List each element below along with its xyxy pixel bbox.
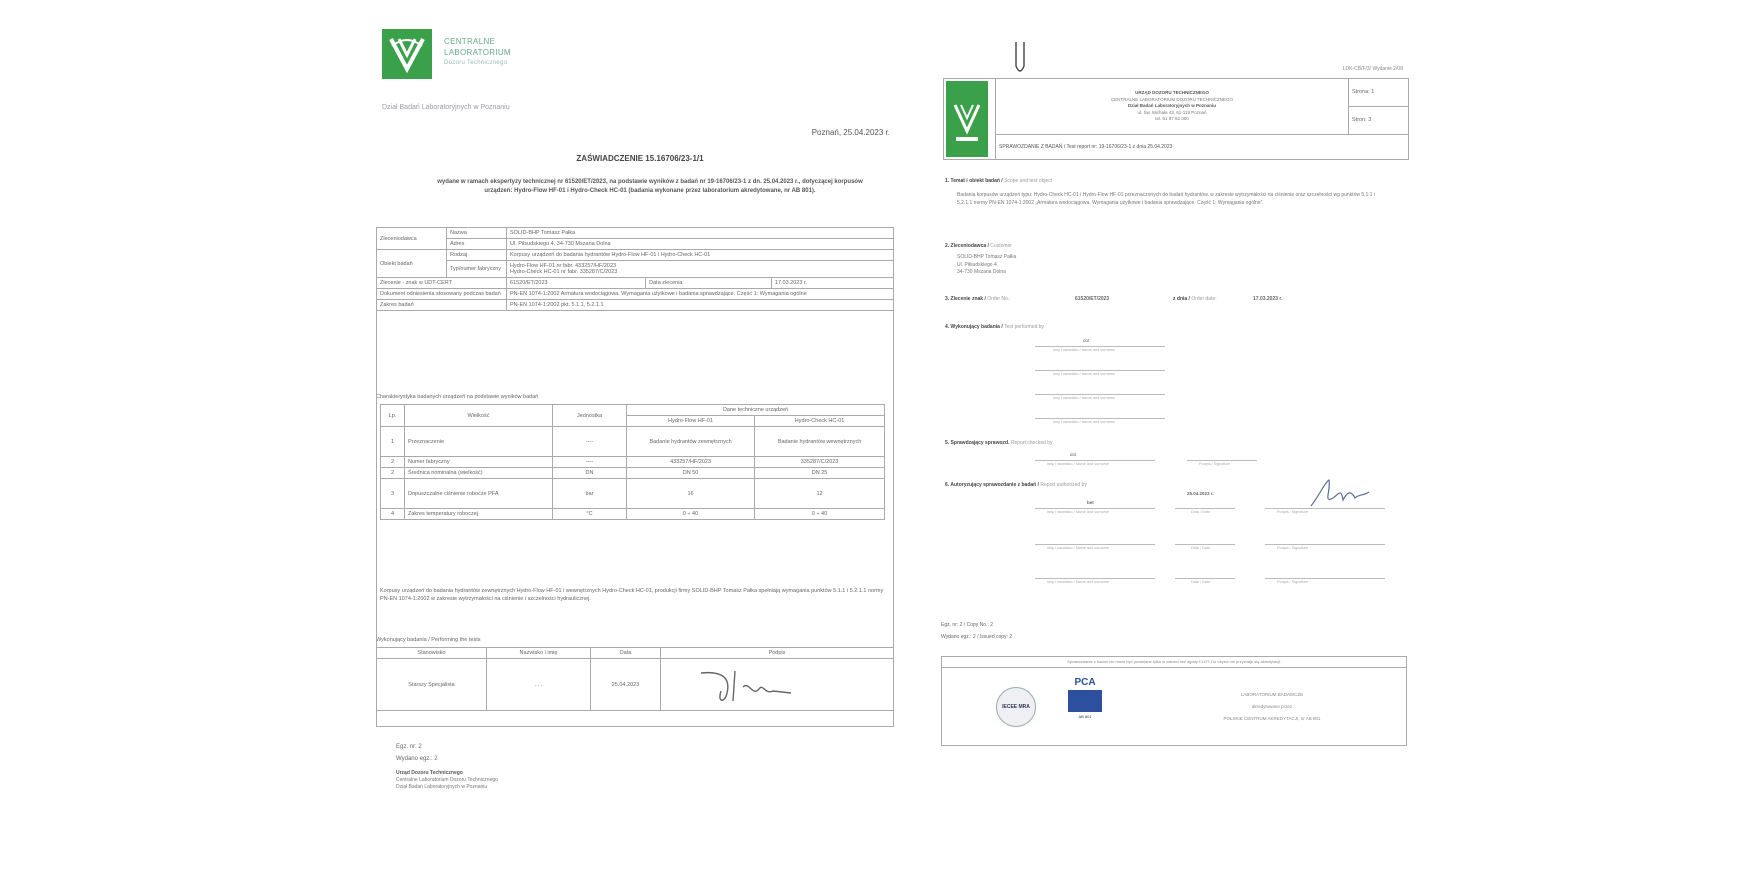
signature-line <box>1035 370 1165 371</box>
name-label: Nazwa <box>447 228 507 239</box>
signature-line <box>1265 508 1385 509</box>
ilac-mra-badge-icon <box>996 687 1036 727</box>
type-value: Korpusy urządzeń do badania hydrantów Hydro-Flow HF-01 i Hydro-Check HC-01 <box>507 250 894 261</box>
cell-v2: 12 <box>755 479 885 509</box>
signature-caption: imię i nazwisko / Name and surname <box>1053 396 1116 400</box>
header-center <box>996 79 1349 135</box>
section-subtitle: Order No.: <box>987 296 1011 302</box>
order-label: Zlecenie - znak w UDT-CERT <box>377 278 507 289</box>
signature-line <box>1035 346 1165 347</box>
cell-v2: Badanie hydrantów wewnętrznych <box>755 427 885 457</box>
col-position: Stanowisko <box>377 648 487 659</box>
col-date: Data <box>591 648 661 659</box>
signature-line <box>1175 578 1235 579</box>
signature-caption: imię i nazwisko / Name and surname <box>1047 462 1110 466</box>
cell-unit: °C <box>553 509 627 520</box>
copy-number: Egz. nr: 2 / Copy No.: 2 <box>941 622 993 628</box>
cell-param: Zakres temperatury roboczej <box>405 509 553 520</box>
performed-caption: Wykonujący badania / Performing the tests <box>376 637 481 643</box>
header-line: CENTRALNE LABORATORIUM DOZORU TECHNICZNEGO <box>1110 96 1233 102</box>
cell-v2: DN 25 <box>755 468 885 479</box>
authorizer-name: bet <box>1087 500 1094 505</box>
cell-param: Dopuszczalne ciśnienie robocze PFA <box>405 479 553 509</box>
cell-unit: bar <box>553 479 627 509</box>
date-caption: Data / Date <box>1191 580 1211 584</box>
sheet-label: Strona: 1 <box>1349 79 1409 107</box>
footer-title: Urząd Dozoru Technicznego <box>396 770 463 776</box>
cell-position: Starszy Specjalista <box>377 659 487 711</box>
certificate-title: ZAŚWIADCZENIE 15.16706/23-1/1 <box>576 154 704 163</box>
section-1-text: Badania korpusów urządzeń typu: Hydro-Check HC-01 i Hydro-Flow HF-01 przeznaczonych do badań hydrantów, w zakresie wytrzymałości na ciśnienie oraz szczelności wg punktów 5.1.1 i 5.2.1.1 normy PN-EN 1074-1:2002 „Armatura wodociągowa. Wymagania użytkowe i badania sprawdzające. Część 1: Wymagania ogólne”. <box>957 192 1375 206</box>
section-subtitle: Test performed by <box>1004 324 1045 330</box>
signature-line <box>1035 578 1155 579</box>
section-subtitle: Report checked by <box>1010 440 1053 446</box>
client-label: Zleceniodawca <box>377 228 447 250</box>
order-date-label: Data zlecenia <box>646 278 772 289</box>
order-value: 61520/ET/2023 <box>507 278 646 289</box>
order-number: 61520/ET/2023 <box>1075 296 1110 302</box>
copy-number: Egz. nr: 2 <box>396 744 422 750</box>
col-signature: Podpis <box>661 648 894 659</box>
section-5-title <box>945 440 1053 446</box>
cell-name: . . . <box>487 659 591 711</box>
logo-text <box>444 36 511 69</box>
address-label: Adres <box>447 239 507 250</box>
udt-logo-icon <box>382 29 432 79</box>
udt-logo-icon <box>946 81 988 157</box>
section-title: 3. Zlecenie znak / <box>945 296 986 302</box>
section-subtitle: Customer <box>990 243 1012 249</box>
cell-lp: 1 <box>381 427 405 457</box>
cell-v1: Badanie hydrantów zewnętrznych <box>627 427 755 457</box>
cell-param: Numer fabryczny <box>405 457 553 468</box>
cell-v1: 16 <box>627 479 755 509</box>
pca-label: PCA <box>1074 677 1096 688</box>
certificate-page <box>370 22 910 802</box>
section-2-title <box>945 243 1012 249</box>
scope-label: Zakres badań <box>377 300 507 311</box>
scope-value: PN-EN 1074-1:2002 pkt. 5.1.1, 5.2.1.1 <box>507 300 894 311</box>
customer-line: 34-730 Mszana Dolna <box>957 269 1006 275</box>
doc-label: Dokument odniesienia stosowany podczas badań <box>377 289 507 300</box>
authorization-date: 25.04.2023 r. <box>1187 491 1214 496</box>
cell-unit: ---- <box>553 457 627 468</box>
signature-line <box>1035 460 1155 461</box>
report-header-table <box>943 78 1409 160</box>
report-number: SPRAWOZDANIE Z BADAŃ / Test report nr: 19-16706/23-1 z dnia 25.04.2023 <box>996 134 1409 159</box>
checker-name: dot <box>1070 452 1077 457</box>
signature-line <box>1035 544 1155 545</box>
accreditation-note: Sprawozdanie z badań nie może być powielane tylko w całości bez zgody CLDT. Do części nie przyznaje się akredytacji. <box>942 659 1406 668</box>
header-line: URZĄD DOZORU TECHNICZNEGO <box>1135 90 1209 96</box>
footer-line: Centralne Laboratorium Dozoru Technicznego <box>396 777 498 783</box>
order-date-label <box>1173 296 1217 302</box>
signature-caption: imię i nazwisko / Name and surname <box>1053 420 1116 424</box>
pca-badge-icon <box>1068 677 1102 719</box>
signature-line <box>1265 578 1385 579</box>
col-dev2: Hydro-Check HC-01 <box>755 416 885 427</box>
section-title: 2. Zleceniodawca / <box>945 243 989 249</box>
table-row <box>944 79 1409 107</box>
name-value: SOLID-BHP Tomasz Pałka <box>507 228 894 239</box>
section-title: 6. Autoryzujący sprawozdanie z badań / <box>945 482 1040 488</box>
section-title: z dnia / <box>1173 296 1190 302</box>
logo-line: LABORATORIUM <box>444 48 511 57</box>
logo-line: Dozoru Technicznego <box>444 60 508 66</box>
header-line: Dział Badań Laboratoryjnych w Poznaniu <box>1127 103 1216 109</box>
date-caption: Data / Date <box>1191 546 1211 550</box>
col-dev1: Hydro-Flow HF-01 <box>627 416 755 427</box>
document-code: LDK-CB/F/3/ Wydanie 2/08 <box>1342 66 1403 72</box>
issued-copies: Wydano egz.: 2 <box>396 756 438 762</box>
signature-caption: Podpis / Signature <box>1277 510 1309 514</box>
col-tech: Dane techniczne urządzeń <box>627 405 885 416</box>
tester-name: dot <box>1083 338 1090 343</box>
department-line: Dział Badań Laboratoryjnych w Poznaniu <box>382 104 510 111</box>
header-line: ul. Św. Michała 43, 61-119 Poznań <box>1137 109 1207 115</box>
cell-unit: DN <box>553 468 627 479</box>
accreditation-text <box>1152 689 1392 725</box>
signature-line <box>1265 544 1385 545</box>
accreditation-line: akredytowane przez <box>1251 704 1293 709</box>
cell-lp: 3 <box>381 479 405 509</box>
cell-param: Średnica nominalna (wielkość) <box>405 468 553 479</box>
col-lp: Lp. <box>381 405 405 427</box>
signature-caption: imię i nazwisko / Name and surname <box>1047 510 1110 514</box>
ilac-label: IECEE MRA <box>1002 704 1030 710</box>
cell-lp: 4 <box>381 509 405 520</box>
col-unit: Jednostka <box>553 405 627 427</box>
cell-date: 25.04.2023 <box>591 659 661 711</box>
section-subtitle: Order date: <box>1191 296 1217 302</box>
signature-caption: imię i nazwisko / Name and surname <box>1047 580 1110 584</box>
pca-flag-icon <box>1068 690 1102 712</box>
customer-line: Ul. Piłsudskiego 4 <box>957 261 997 268</box>
cell-v1: DN 50 <box>627 468 755 479</box>
address-value: Ul. Piłsudskiego 4, 34-730 Mszana Dolna <box>507 239 894 250</box>
cell-unit: ---- <box>553 427 627 457</box>
certificate-intro: wydane w ramach ekspertyzy technicznej nr 61520/ET/2023, na podstawie wyników z badań nr 19-16706/23-1 z dn. 25.04.2023 r., dotyczącej korpusów urządzeń: Hydro-Flow HF-01 i Hydro-Check HC-01 (badania wykonane przez laboratorium akredytowane, nr AB 801). <box>437 179 863 194</box>
logo-line: CENTRALNE <box>444 37 496 46</box>
section-title: 4. Wykonujący badania / <box>945 324 1003 330</box>
signature-line <box>1035 418 1165 419</box>
test-report-page <box>935 48 1415 758</box>
pca-number: AB 801 <box>1078 714 1092 719</box>
section-6-title <box>945 482 1087 488</box>
signature-line <box>1187 460 1257 461</box>
signature-caption: imię i nazwisko / Name and surname <box>1053 372 1116 376</box>
section-1-title <box>945 178 1052 184</box>
section-3-title <box>945 296 1011 302</box>
accreditation-line: POLSKIE CENTRUM AKREDYTACJI, nr AB 801 <box>1223 716 1321 721</box>
signature-line <box>1035 394 1165 395</box>
cell-v2: 335287/C/2023 <box>755 457 885 468</box>
section-title: 1. Temat i obiekt badań / <box>945 178 1003 184</box>
section-title: 5. Sprawdzający sprawozd. <box>945 440 1010 446</box>
accreditation-box <box>941 656 1407 746</box>
signature-caption: imię i nazwisko / Name and surname <box>1053 348 1116 352</box>
signature-caption: imię i nazwisko / Name and surname <box>1047 546 1110 550</box>
cell-v2: 0 ÷ 40 <box>755 509 885 520</box>
cell-param: Przeznaczenie <box>405 427 553 457</box>
doc-value: PN-EN 1074-1:2002 Armatura wodociągowa. Wymagania użytkowe i badania sprawdzające. Część 1: Wymagania ogólne <box>507 289 894 300</box>
model-value-line: Hydro-Check HC-01 nr fabr. 335287/C/2023 <box>510 269 618 275</box>
section-2-text <box>957 254 1385 277</box>
section-subtitle: Report authorized by <box>1040 482 1087 488</box>
signature-caption: Podpis / Signature <box>1277 580 1309 584</box>
section-subtitle: Scope and test object <box>1004 178 1053 184</box>
spec-caption: Charakterystyka badanych urządzeń na podstawie wyników badań <box>376 394 539 400</box>
order-date-value: 17.03.2023 r. <box>1253 296 1283 302</box>
issued-copies: Wydano egz.: 2 / Issued copy: 2 <box>941 634 1013 640</box>
order-date-value: 17.03.2023 r. <box>771 278 893 289</box>
header-line: tel. 61 87 62 300 <box>1155 116 1189 122</box>
paper-clip-icon <box>1013 42 1027 76</box>
signature-line <box>1175 544 1235 545</box>
table-row <box>944 134 1409 159</box>
model-label: Typ/numer fabryczny <box>447 261 507 278</box>
certificate-frame <box>376 227 894 727</box>
customer-line: SOLID-BHP Tomasz Pałka <box>957 254 1017 260</box>
object-label: Obiekt badań <box>377 250 447 278</box>
cell-v1: 0 ÷ 40 <box>627 509 755 520</box>
col-param: Wielkość <box>405 405 553 427</box>
place-date: Poznań, 25.04.2023 r. <box>811 128 890 137</box>
cell-lp: 2 <box>381 457 405 468</box>
header-logo-cell <box>944 79 996 160</box>
signature-line <box>1175 508 1235 509</box>
footer-block <box>396 770 498 791</box>
cell-v1: 433257/HF/2023 <box>627 457 755 468</box>
accreditation-line: LABORATORIUM BADAWCZE <box>1240 692 1304 697</box>
signature-caption: Podpis / Signature <box>1277 546 1309 550</box>
signature-line <box>1035 508 1155 509</box>
signature-caption: Podpis / Signature <box>1199 462 1231 466</box>
cell-lp: 2 <box>381 468 405 479</box>
type-label: Rodzaj <box>447 250 507 261</box>
model-value-line: Hydro-Flow HF-01 nr fabr. 433257/HF/2023 <box>510 263 617 269</box>
sheets-label: Stron: 3 <box>1349 106 1409 134</box>
footer-line: Dział Badań Laboratoryjnych w Poznaniu <box>396 784 488 790</box>
conclusion-text: Korpusy urządzeń do badania hydrantów zewnętrznych Hydro-Flow HF-01 i wewnętrznych Hydro-Check HC-01, produkcji firmy SOLID-BHP Tomasz Pałka spełniają wymagania punktów 5.1.1 i 5.2.1.1 normy PN-EN 1074-1:2002 w zakresie wytrzymałości na ciśnienie i szczelności hydraulicznej. <box>380 588 884 602</box>
date-caption: Data / Date <box>1191 510 1211 514</box>
section-4-title <box>945 324 1044 330</box>
col-name: Nazwisko i imię <box>487 648 591 659</box>
